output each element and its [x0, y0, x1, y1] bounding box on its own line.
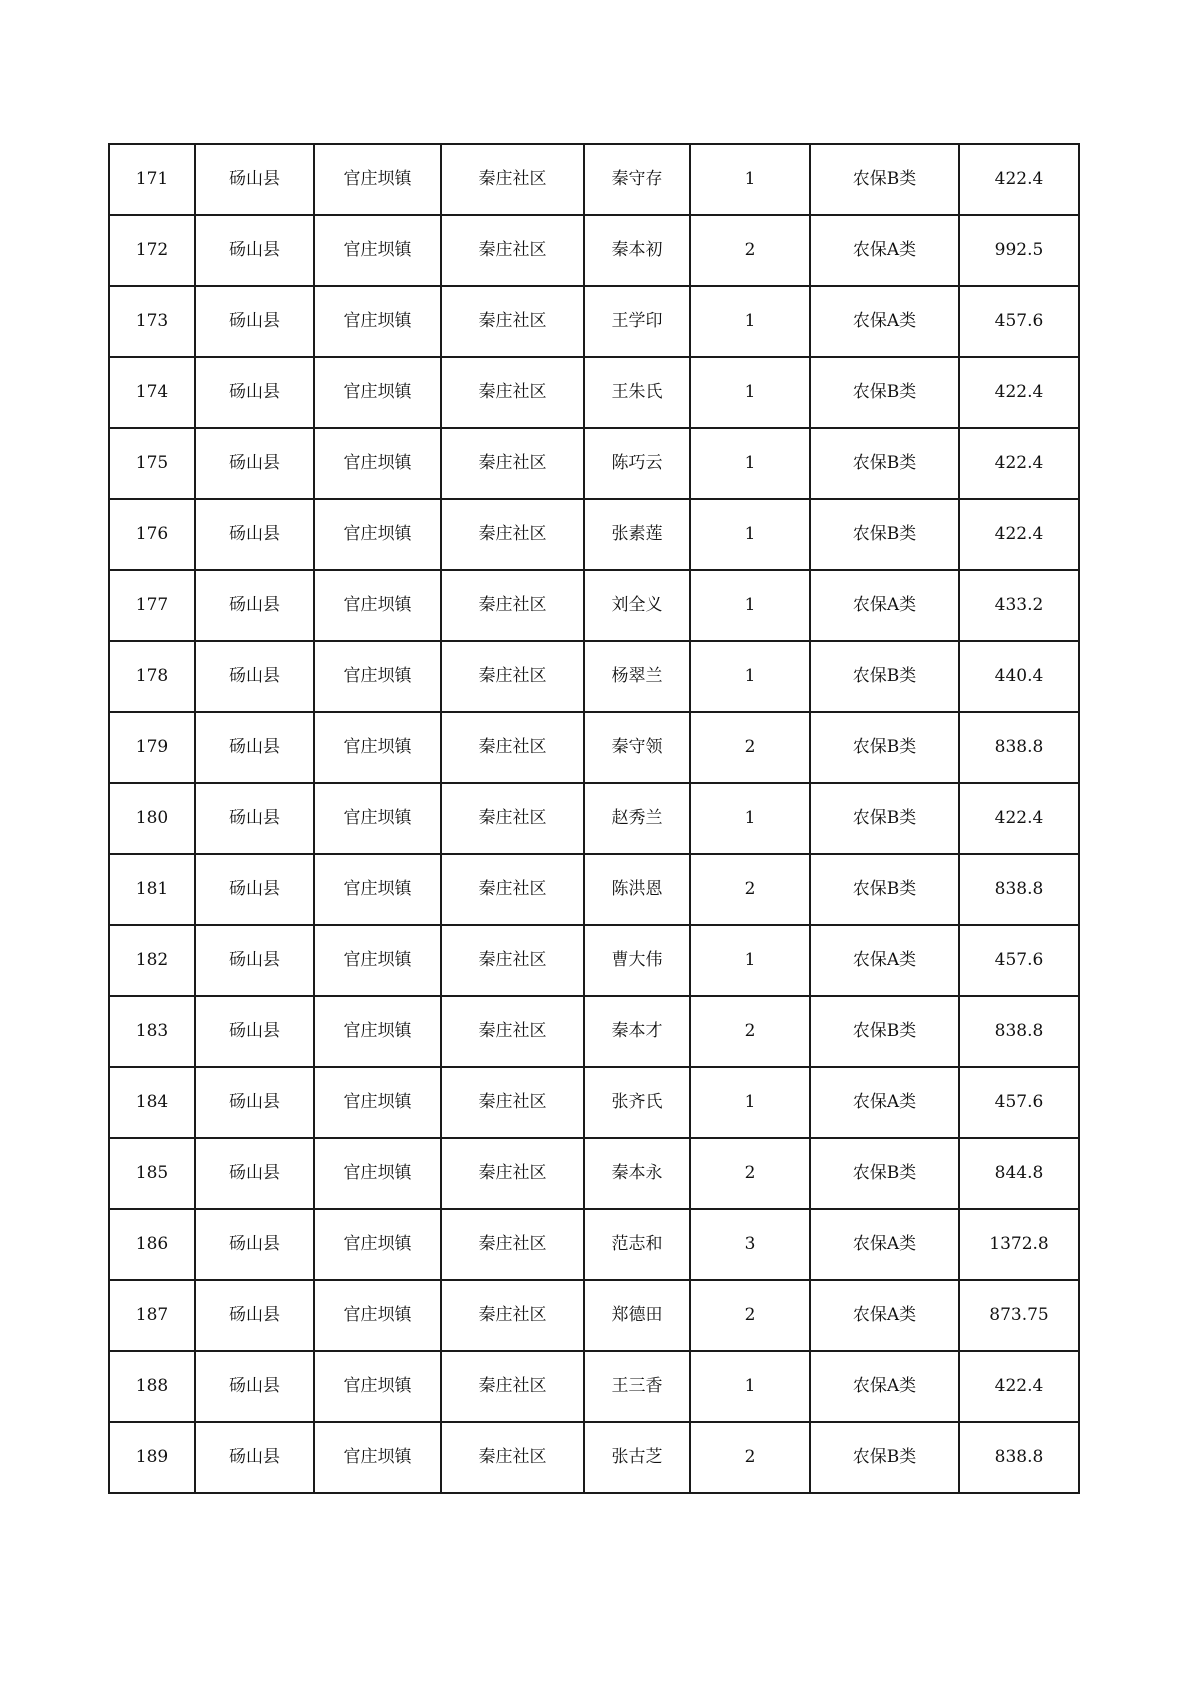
community-cell: 秦庄社区	[441, 357, 584, 428]
insurance-type-cell: 农保B类	[810, 1138, 959, 1209]
insurance-type-cell: 农保A类	[810, 1067, 959, 1138]
community-cell: 秦庄社区	[441, 996, 584, 1067]
insurance-type-cell: 农保A类	[810, 286, 959, 357]
community-cell: 秦庄社区	[441, 1209, 584, 1280]
amount-cell: 457.6	[959, 925, 1079, 996]
town-cell: 官庄坝镇	[314, 1351, 441, 1422]
community-cell: 秦庄社区	[441, 1138, 584, 1209]
household-count-cell: 1	[690, 1067, 810, 1138]
document-table-wrapper	[108, 143, 1080, 1494]
town-cell: 官庄坝镇	[314, 1138, 441, 1209]
amount-cell: 422.4	[959, 1351, 1079, 1422]
row-number-cell: 185	[109, 1138, 195, 1209]
table-row	[109, 428, 1079, 499]
row-number-cell: 186	[109, 1209, 195, 1280]
insurance-type-cell: 农保B类	[810, 712, 959, 783]
household-count-cell: 1	[690, 570, 810, 641]
table-row	[109, 215, 1079, 286]
amount-cell: 457.6	[959, 286, 1079, 357]
amount-cell: 838.8	[959, 712, 1079, 783]
amount-cell: 838.8	[959, 854, 1079, 925]
household-count-cell: 2	[690, 215, 810, 286]
name-cell: 赵秀兰	[584, 783, 690, 854]
insurance-type-cell: 农保B类	[810, 996, 959, 1067]
row-number-cell: 173	[109, 286, 195, 357]
name-cell: 王学印	[584, 286, 690, 357]
household-count-cell: 1	[690, 925, 810, 996]
household-count-cell: 2	[690, 1280, 810, 1351]
row-number-cell: 184	[109, 1067, 195, 1138]
county-cell: 砀山县	[195, 1422, 314, 1493]
community-cell: 秦庄社区	[441, 499, 584, 570]
table-row	[109, 641, 1079, 712]
name-cell: 张齐氏	[584, 1067, 690, 1138]
county-cell: 砀山县	[195, 1209, 314, 1280]
insurance-type-cell: 农保B类	[810, 641, 959, 712]
amount-cell: 422.4	[959, 144, 1079, 215]
household-count-cell: 1	[690, 783, 810, 854]
row-number-cell: 175	[109, 428, 195, 499]
row-number-cell: 183	[109, 996, 195, 1067]
table-row	[109, 1422, 1079, 1493]
amount-cell: 422.4	[959, 428, 1079, 499]
row-number-cell: 176	[109, 499, 195, 570]
insurance-type-cell: 农保A类	[810, 925, 959, 996]
household-count-cell: 2	[690, 712, 810, 783]
community-cell: 秦庄社区	[441, 286, 584, 357]
row-number-cell: 177	[109, 570, 195, 641]
name-cell: 秦本才	[584, 996, 690, 1067]
row-number-cell: 178	[109, 641, 195, 712]
row-number-cell: 174	[109, 357, 195, 428]
town-cell: 官庄坝镇	[314, 499, 441, 570]
household-count-cell: 3	[690, 1209, 810, 1280]
household-count-cell: 1	[690, 286, 810, 357]
name-cell: 杨翠兰	[584, 641, 690, 712]
name-cell: 陈巧云	[584, 428, 690, 499]
household-count-cell: 1	[690, 641, 810, 712]
table-body	[109, 144, 1079, 1493]
community-cell: 秦庄社区	[441, 144, 584, 215]
county-cell: 砀山县	[195, 144, 314, 215]
town-cell: 官庄坝镇	[314, 1280, 441, 1351]
town-cell: 官庄坝镇	[314, 641, 441, 712]
amount-cell: 433.2	[959, 570, 1079, 641]
table-row	[109, 1209, 1079, 1280]
town-cell: 官庄坝镇	[314, 215, 441, 286]
insurance-type-cell: 农保A类	[810, 570, 959, 641]
community-cell: 秦庄社区	[441, 570, 584, 641]
county-cell: 砀山县	[195, 499, 314, 570]
name-cell: 张素莲	[584, 499, 690, 570]
county-cell: 砀山县	[195, 996, 314, 1067]
amount-cell: 873.75	[959, 1280, 1079, 1351]
row-number-cell: 182	[109, 925, 195, 996]
insurance-type-cell: 农保B类	[810, 783, 959, 854]
name-cell: 秦本永	[584, 1138, 690, 1209]
table-row	[109, 1280, 1079, 1351]
community-cell: 秦庄社区	[441, 712, 584, 783]
name-cell: 秦守存	[584, 144, 690, 215]
row-number-cell: 171	[109, 144, 195, 215]
household-count-cell: 1	[690, 357, 810, 428]
community-cell: 秦庄社区	[441, 1351, 584, 1422]
household-count-cell: 2	[690, 1422, 810, 1493]
data-table	[108, 143, 1080, 1494]
name-cell: 王朱氏	[584, 357, 690, 428]
town-cell: 官庄坝镇	[314, 925, 441, 996]
table-row	[109, 783, 1079, 854]
table-row	[109, 286, 1079, 357]
insurance-type-cell: 农保A类	[810, 1280, 959, 1351]
table-row	[109, 1351, 1079, 1422]
county-cell: 砀山县	[195, 712, 314, 783]
county-cell: 砀山县	[195, 286, 314, 357]
name-cell: 秦本初	[584, 215, 690, 286]
community-cell: 秦庄社区	[441, 854, 584, 925]
row-number-cell: 179	[109, 712, 195, 783]
amount-cell: 422.4	[959, 499, 1079, 570]
table-row	[109, 925, 1079, 996]
town-cell: 官庄坝镇	[314, 1209, 441, 1280]
county-cell: 砀山县	[195, 925, 314, 996]
table-row	[109, 1067, 1079, 1138]
name-cell: 秦守领	[584, 712, 690, 783]
amount-cell: 838.8	[959, 1422, 1079, 1493]
insurance-type-cell: 农保B类	[810, 428, 959, 499]
county-cell: 砀山县	[195, 641, 314, 712]
county-cell: 砀山县	[195, 215, 314, 286]
community-cell: 秦庄社区	[441, 215, 584, 286]
community-cell: 秦庄社区	[441, 925, 584, 996]
insurance-type-cell: 农保B类	[810, 499, 959, 570]
insurance-type-cell: 农保A类	[810, 1209, 959, 1280]
amount-cell: 422.4	[959, 357, 1079, 428]
table-row	[109, 499, 1079, 570]
county-cell: 砀山县	[195, 428, 314, 499]
household-count-cell: 2	[690, 1138, 810, 1209]
town-cell: 官庄坝镇	[314, 570, 441, 641]
household-count-cell: 1	[690, 1351, 810, 1422]
county-cell: 砀山县	[195, 357, 314, 428]
amount-cell: 838.8	[959, 996, 1079, 1067]
town-cell: 官庄坝镇	[314, 996, 441, 1067]
row-number-cell: 172	[109, 215, 195, 286]
town-cell: 官庄坝镇	[314, 712, 441, 783]
insurance-type-cell: 农保A类	[810, 1351, 959, 1422]
county-cell: 砀山县	[195, 854, 314, 925]
county-cell: 砀山县	[195, 1280, 314, 1351]
name-cell: 郑德田	[584, 1280, 690, 1351]
town-cell: 官庄坝镇	[314, 854, 441, 925]
table-row	[109, 996, 1079, 1067]
town-cell: 官庄坝镇	[314, 1067, 441, 1138]
household-count-cell: 1	[690, 428, 810, 499]
table-row	[109, 570, 1079, 641]
community-cell: 秦庄社区	[441, 783, 584, 854]
amount-cell: 1372.8	[959, 1209, 1079, 1280]
name-cell: 曹大伟	[584, 925, 690, 996]
household-count-cell: 2	[690, 854, 810, 925]
community-cell: 秦庄社区	[441, 1422, 584, 1493]
town-cell: 官庄坝镇	[314, 1422, 441, 1493]
insurance-type-cell: 农保B类	[810, 144, 959, 215]
county-cell: 砀山县	[195, 1067, 314, 1138]
row-number-cell: 180	[109, 783, 195, 854]
table-row	[109, 357, 1079, 428]
household-count-cell: 1	[690, 499, 810, 570]
town-cell: 官庄坝镇	[314, 783, 441, 854]
name-cell: 张古芝	[584, 1422, 690, 1493]
insurance-type-cell: 农保B类	[810, 854, 959, 925]
insurance-type-cell: 农保B类	[810, 357, 959, 428]
table-row	[109, 854, 1079, 925]
county-cell: 砀山县	[195, 783, 314, 854]
table-row	[109, 1138, 1079, 1209]
table-row	[109, 712, 1079, 783]
town-cell: 官庄坝镇	[314, 357, 441, 428]
name-cell: 王三香	[584, 1351, 690, 1422]
community-cell: 秦庄社区	[441, 1280, 584, 1351]
row-number-cell: 188	[109, 1351, 195, 1422]
community-cell: 秦庄社区	[441, 428, 584, 499]
name-cell: 范志和	[584, 1209, 690, 1280]
town-cell: 官庄坝镇	[314, 428, 441, 499]
name-cell: 陈洪恩	[584, 854, 690, 925]
community-cell: 秦庄社区	[441, 1067, 584, 1138]
town-cell: 官庄坝镇	[314, 144, 441, 215]
table-row	[109, 144, 1079, 215]
name-cell: 刘全义	[584, 570, 690, 641]
insurance-type-cell: 农保A类	[810, 215, 959, 286]
county-cell: 砀山县	[195, 1351, 314, 1422]
household-count-cell: 1	[690, 144, 810, 215]
county-cell: 砀山县	[195, 1138, 314, 1209]
insurance-type-cell: 农保B类	[810, 1422, 959, 1493]
amount-cell: 440.4	[959, 641, 1079, 712]
amount-cell: 844.8	[959, 1138, 1079, 1209]
row-number-cell: 187	[109, 1280, 195, 1351]
county-cell: 砀山县	[195, 570, 314, 641]
row-number-cell: 189	[109, 1422, 195, 1493]
community-cell: 秦庄社区	[441, 641, 584, 712]
amount-cell: 457.6	[959, 1067, 1079, 1138]
row-number-cell: 181	[109, 854, 195, 925]
amount-cell: 992.5	[959, 215, 1079, 286]
town-cell: 官庄坝镇	[314, 286, 441, 357]
household-count-cell: 2	[690, 996, 810, 1067]
amount-cell: 422.4	[959, 783, 1079, 854]
